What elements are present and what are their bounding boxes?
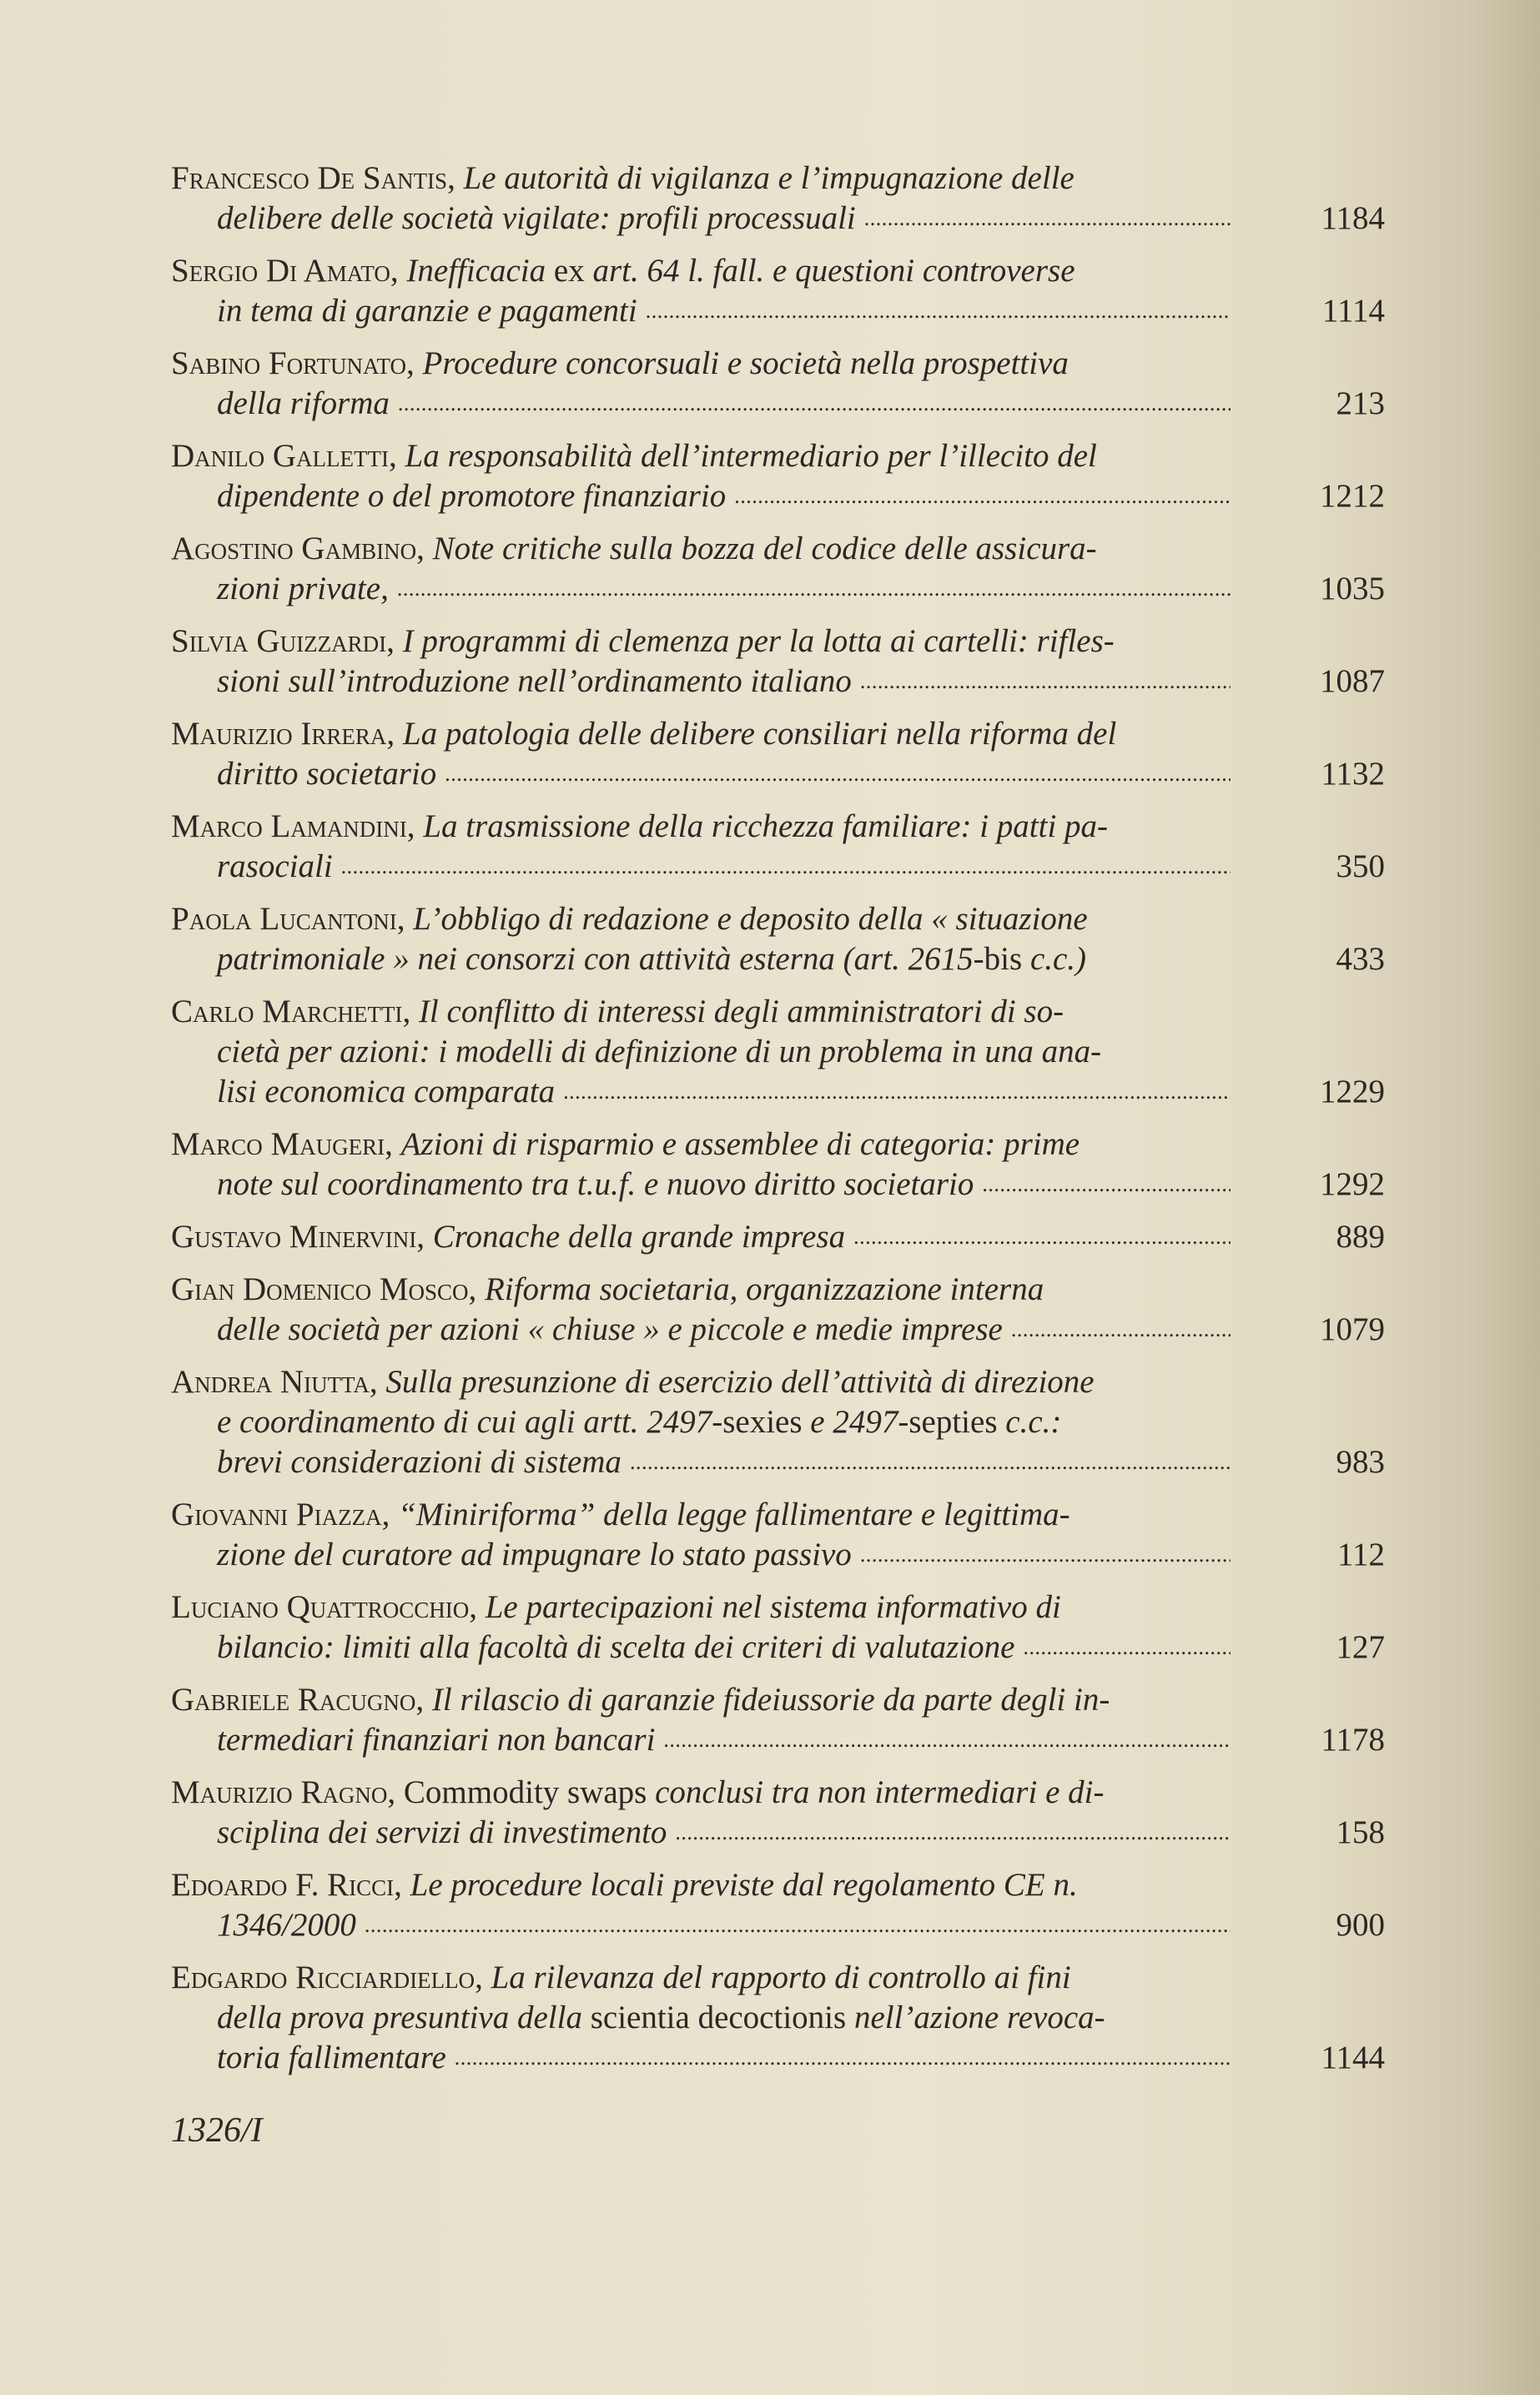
entry-text bbox=[217, 754, 436, 794]
table-of-contents bbox=[171, 158, 1389, 2091]
page-number: 1292 bbox=[1320, 1166, 1385, 1202]
author-name: Sergio Di Amato bbox=[171, 253, 390, 289]
page-number: 983 bbox=[1336, 1444, 1385, 1480]
page-number: 900 bbox=[1336, 1907, 1385, 1943]
toc-entry bbox=[171, 436, 1389, 516]
roman-text: , bbox=[406, 808, 424, 844]
toc-entry-line bbox=[171, 939, 1385, 979]
entry-text bbox=[171, 1680, 1110, 1720]
entry-text bbox=[171, 1587, 1061, 1628]
toc-entry-line bbox=[171, 251, 1230, 291]
page-number: 213 bbox=[1336, 385, 1385, 421]
toc-entry bbox=[171, 1865, 1389, 1945]
toc-entry-line bbox=[171, 1362, 1230, 1402]
dot-leader bbox=[630, 1442, 1230, 1482]
roman-text: , bbox=[390, 253, 407, 289]
toc-entry-line bbox=[171, 807, 1230, 847]
roman-text: , bbox=[469, 1589, 486, 1625]
article-title: note sul coordinamento tra t.u.f. e nuovo diritto societario bbox=[217, 1166, 974, 1202]
article-title: della prova presuntiva della bbox=[217, 2000, 591, 2035]
author-name: Marco Maugeri bbox=[171, 1126, 385, 1162]
page-number: 1212 bbox=[1320, 478, 1385, 514]
toc-entry-line bbox=[171, 1402, 1230, 1442]
toc-entry-line bbox=[171, 754, 1385, 794]
entry-text bbox=[217, 662, 852, 702]
author-name: Luciano Quattrocchio bbox=[171, 1589, 470, 1625]
dot-leader bbox=[365, 1905, 1230, 1945]
entry-text bbox=[171, 1362, 1095, 1402]
page-number-footer: 1326/I bbox=[171, 2111, 263, 2150]
roman-text: bis bbox=[984, 941, 1023, 977]
roman-text: ex bbox=[553, 253, 585, 289]
toc-entry-line bbox=[171, 384, 1385, 424]
roman-text: , bbox=[406, 345, 423, 381]
toc-entry-line bbox=[171, 1905, 1385, 1945]
toc-entry-line bbox=[171, 1720, 1385, 1760]
article-title: dipendente o del promotore finanziario bbox=[217, 478, 727, 514]
toc-entry-line bbox=[171, 1587, 1230, 1628]
author-name: Sabino Fortunato bbox=[171, 345, 407, 381]
dot-leader bbox=[853, 1217, 1230, 1257]
article-title: c.c.: bbox=[997, 1404, 1062, 1440]
page-number: 1132 bbox=[1321, 756, 1385, 792]
article-title: nell’azione revoca- bbox=[846, 2000, 1105, 2035]
page-number: 158 bbox=[1336, 1814, 1385, 1850]
article-title: sciplina dei servizi di investimento bbox=[217, 1814, 667, 1850]
entry-text bbox=[171, 1958, 1071, 1998]
entry-text bbox=[217, 1998, 1105, 2038]
roman-text: , bbox=[447, 160, 464, 196]
toc-entry-line bbox=[171, 476, 1385, 516]
page-number: 350 bbox=[1336, 848, 1385, 884]
roman-text: , bbox=[385, 1126, 401, 1162]
entry-text bbox=[217, 1310, 1003, 1350]
article-title: cietà per azioni: i modelli di definizione di un problema in una ana- bbox=[217, 1034, 1102, 1069]
page-number: 1144 bbox=[1321, 2040, 1385, 2075]
article-title: Procedure concorsuali e società nella prospettiva bbox=[422, 345, 1069, 381]
roman-text: , bbox=[415, 1682, 432, 1718]
toc-entry-line bbox=[171, 621, 1230, 662]
dot-leader bbox=[455, 2038, 1230, 2078]
article-title: La trasmissione della ricchezza familiare: i patti pa- bbox=[423, 808, 1109, 844]
toc-entry-line bbox=[171, 1998, 1230, 2038]
author-name: Agostino Gambino bbox=[171, 531, 417, 566]
article-title: toria fallimentare bbox=[217, 2040, 446, 2075]
entry-text bbox=[171, 992, 1064, 1032]
article-title: La patologia delle delibere consiliari nella riforma del bbox=[402, 716, 1117, 752]
toc-entry bbox=[171, 1362, 1389, 1482]
toc-entry-line bbox=[171, 714, 1230, 754]
article-title: Le partecipazioni nel sistema informativo di bbox=[485, 1589, 1061, 1625]
entry-text bbox=[217, 1442, 622, 1482]
entry-text bbox=[171, 1495, 1070, 1535]
roman-text: , bbox=[475, 1960, 491, 1995]
roman-text: scientia decoctionis bbox=[590, 2000, 847, 2035]
toc-entry bbox=[171, 344, 1389, 424]
entry-text bbox=[171, 1125, 1080, 1165]
entry-text bbox=[217, 384, 390, 424]
article-title: bilancio: limiti alla facoltà di scelta dei criteri di valutazione bbox=[217, 1629, 1015, 1665]
author-name: Marco Lamandini bbox=[171, 808, 407, 844]
article-title: diritto societario bbox=[217, 756, 437, 792]
article-title: Il conflitto di interessi degli amministratori di so- bbox=[418, 994, 1064, 1029]
entry-text bbox=[217, 199, 856, 239]
entry-text bbox=[171, 344, 1069, 384]
entry-text bbox=[217, 476, 726, 516]
entry-text bbox=[217, 569, 389, 609]
page-number: 1087 bbox=[1320, 663, 1385, 699]
article-title: La responsabilità dell’intermediario per l’illecito del bbox=[405, 438, 1097, 474]
entry-text bbox=[217, 1720, 655, 1760]
author-name: Maurizio Irrera bbox=[171, 716, 387, 752]
page-number: 1178 bbox=[1321, 1722, 1385, 1758]
roman-text: , bbox=[389, 438, 405, 474]
entry-text bbox=[217, 2038, 446, 2078]
article-title: conclusi tra non intermediari e di- bbox=[647, 1774, 1105, 1810]
entry-text bbox=[217, 291, 637, 331]
page-number: 1114 bbox=[1321, 293, 1385, 329]
entry-text bbox=[171, 158, 1074, 199]
author-name: Gustavo Minervini bbox=[171, 1219, 417, 1255]
toc-entry-line bbox=[171, 662, 1385, 702]
toc-entry bbox=[171, 1958, 1389, 2078]
toc-entry-line bbox=[171, 847, 1385, 887]
toc-entry-line bbox=[171, 344, 1230, 384]
author-name: Gabriele Racugno bbox=[171, 1682, 416, 1718]
toc-entry-line bbox=[171, 1442, 1385, 1482]
entry-text bbox=[171, 1270, 1044, 1310]
toc-entry-line bbox=[171, 1072, 1385, 1112]
toc-entry-line bbox=[171, 1125, 1230, 1165]
page-number: 889 bbox=[1336, 1219, 1385, 1255]
toc-entry-line bbox=[171, 1310, 1385, 1350]
entry-text bbox=[217, 847, 333, 887]
roman-text: septies bbox=[908, 1404, 998, 1440]
article-title: Azioni di risparmio e assemblee di categoria: prime bbox=[400, 1126, 1080, 1162]
entry-text bbox=[171, 807, 1108, 847]
author-name: Paola Lucantoni bbox=[171, 901, 397, 937]
entry-text bbox=[171, 436, 1097, 476]
roman-text: , bbox=[369, 1364, 386, 1400]
dot-leader bbox=[1011, 1310, 1230, 1350]
entry-text bbox=[171, 529, 1097, 569]
entry-text bbox=[217, 1165, 974, 1205]
toc-entry-line bbox=[171, 569, 1385, 609]
article-title: Cronache della grande impresa bbox=[432, 1219, 846, 1255]
toc-entry-line bbox=[171, 1773, 1230, 1813]
toc-entry-line bbox=[171, 529, 1230, 569]
toc-entry bbox=[171, 1773, 1389, 1853]
toc-entry-line bbox=[171, 1495, 1230, 1535]
toc-entry-line bbox=[171, 1165, 1385, 1205]
article-title: La rilevanza del rapporto di controllo ai fini bbox=[491, 1960, 1071, 1995]
author-name: Francesco De Santis bbox=[171, 160, 448, 196]
toc-entry-line bbox=[171, 992, 1230, 1032]
roman-text: , bbox=[416, 531, 433, 566]
entry-text bbox=[171, 1217, 845, 1257]
article-title: e 2497- bbox=[802, 1404, 909, 1440]
author-name: Andrea Niutta bbox=[171, 1364, 370, 1400]
article-title: della riforma bbox=[217, 385, 390, 421]
dot-leader bbox=[663, 1720, 1230, 1760]
entry-text bbox=[217, 1402, 1061, 1442]
article-title: zioni private, bbox=[217, 571, 389, 606]
page-number: 112 bbox=[1336, 1537, 1385, 1572]
page-number: 127 bbox=[1336, 1629, 1385, 1665]
toc-entry-line bbox=[171, 2038, 1385, 2078]
entry-text bbox=[217, 1032, 1101, 1072]
article-title: in tema di garanzie e pagamenti bbox=[217, 293, 637, 329]
entry-text bbox=[171, 714, 1116, 754]
roman-text: , bbox=[402, 994, 419, 1029]
article-title: art. 64 l. fall. e questioni controverse bbox=[584, 253, 1075, 289]
toc-entry bbox=[171, 992, 1389, 1112]
author-name: Maurizio Ragno bbox=[171, 1774, 388, 1810]
page-number: 1229 bbox=[1320, 1074, 1385, 1109]
page-number: 1079 bbox=[1320, 1311, 1385, 1347]
article-title: brevi considerazioni di sistema bbox=[217, 1444, 622, 1480]
article-title: Sulla presunzione di esercizio dell’attività di direzione bbox=[385, 1364, 1095, 1400]
toc-entry-line bbox=[171, 1680, 1230, 1720]
roman-text: , bbox=[416, 1219, 433, 1255]
toc-entry-line bbox=[171, 1032, 1230, 1072]
toc-entry bbox=[171, 158, 1389, 239]
article-title: termediari finanziari non bancari bbox=[217, 1722, 656, 1758]
entry-text bbox=[217, 1628, 1014, 1668]
toc-entry-line bbox=[171, 1958, 1230, 1998]
dot-leader bbox=[860, 662, 1230, 702]
author-name: Carlo Marchetti bbox=[171, 994, 403, 1029]
dot-leader bbox=[646, 291, 1230, 331]
article-title: Note critiche sulla bozza del codice delle assicura- bbox=[432, 531, 1097, 566]
toc-entry-line bbox=[171, 1270, 1230, 1310]
toc-entry bbox=[171, 1125, 1389, 1205]
toc-entry bbox=[171, 1270, 1389, 1350]
author-name: Silvia Guizzardi bbox=[171, 623, 387, 659]
article-title: zione del curatore ad impugnare lo stato passivo bbox=[217, 1537, 852, 1572]
roman-text: , bbox=[468, 1271, 486, 1307]
page-number: 433 bbox=[1336, 941, 1385, 977]
toc-entry bbox=[171, 1680, 1389, 1760]
entry-text bbox=[171, 899, 1088, 939]
roman-text: , bbox=[381, 1497, 399, 1532]
entry-text bbox=[171, 1865, 1078, 1905]
article-title: c.c.) bbox=[1022, 941, 1087, 977]
toc-entry-line bbox=[171, 291, 1385, 331]
roman-text: sexies bbox=[722, 1404, 803, 1440]
dot-leader bbox=[445, 754, 1230, 794]
toc-entry bbox=[171, 1495, 1389, 1575]
entry-text bbox=[171, 251, 1075, 291]
toc-entry-line bbox=[171, 158, 1230, 199]
dot-leader bbox=[1023, 1628, 1230, 1668]
entry-text bbox=[217, 1535, 852, 1575]
article-title: rasociali bbox=[217, 848, 333, 884]
toc-entry bbox=[171, 529, 1389, 609]
entry-text bbox=[217, 1905, 356, 1945]
dot-leader bbox=[398, 384, 1230, 424]
author-name: Giovanni Piazza bbox=[171, 1497, 382, 1532]
toc-entry-line bbox=[171, 899, 1230, 939]
toc-entry bbox=[171, 899, 1389, 979]
author-name: Gian Domenico Mosco bbox=[171, 1271, 469, 1307]
article-title: Le autorità di vigilanza e l’impugnazione delle bbox=[463, 160, 1074, 196]
roman-text: , bbox=[386, 716, 403, 752]
dot-leader bbox=[734, 476, 1230, 516]
entry-text bbox=[217, 1072, 555, 1112]
roman-text: , bbox=[394, 1867, 410, 1903]
toc-entry-line bbox=[171, 1217, 1385, 1257]
article-title: 1346/2000 bbox=[217, 1907, 356, 1943]
toc-entry bbox=[171, 251, 1389, 331]
article-title: delibere delle società vigilate: profili processuali bbox=[217, 200, 856, 236]
article-title: sioni sull’introduzione nell’ordinamento italiano bbox=[217, 663, 852, 699]
author-name: Danilo Galletti bbox=[171, 438, 390, 474]
article-title: delle società per azioni « chiuse » e piccole e medie imprese bbox=[217, 1311, 1003, 1347]
dot-leader bbox=[675, 1813, 1230, 1853]
toc-entry-line bbox=[171, 199, 1385, 239]
toc-entry-line bbox=[171, 1813, 1385, 1853]
article-title: e coordinamento di cui agli artt. 2497- bbox=[217, 1404, 723, 1440]
article-title: L’obbligo di redazione e deposito della « situazione bbox=[413, 901, 1088, 937]
roman-text: Commodity swaps bbox=[403, 1774, 647, 1810]
page-number: 1184 bbox=[1321, 200, 1385, 236]
entry-text bbox=[217, 939, 1086, 979]
author-name: Edgardo Ricciardiello bbox=[171, 1960, 476, 1995]
dot-leader bbox=[563, 1072, 1230, 1112]
article-title: I programmi di clemenza per la lotta ai cartelli: rifles- bbox=[402, 623, 1115, 659]
toc-entry-line bbox=[171, 436, 1230, 476]
toc-entry-line bbox=[171, 1865, 1230, 1905]
toc-entry-line bbox=[171, 1628, 1385, 1668]
article-title: “Miniriforma” della legge fallimentare e legittima- bbox=[398, 1497, 1070, 1532]
article-title: Riforma societaria, organizzazione interna bbox=[485, 1271, 1044, 1307]
entry-text bbox=[171, 621, 1115, 662]
article-title: Le procedure locali previste dal regolamento CE n. bbox=[410, 1867, 1078, 1903]
dot-leader bbox=[341, 847, 1230, 887]
roman-text: , bbox=[386, 623, 403, 659]
page-number: 1035 bbox=[1320, 571, 1385, 606]
article-title: Inefficacia bbox=[406, 253, 554, 289]
roman-text: , bbox=[396, 901, 414, 937]
dot-leader bbox=[864, 199, 1230, 239]
article-title: patrimoniale » nei consorzi con attività esterna (art. 2615- bbox=[217, 941, 984, 977]
author-name: Edoardo F. Ricci bbox=[171, 1867, 395, 1903]
toc-entry bbox=[171, 1587, 1389, 1668]
article-title: Il rilascio di garanzie fideiussorie da parte degli in- bbox=[431, 1682, 1110, 1718]
dot-leader bbox=[982, 1165, 1230, 1205]
toc-entry bbox=[171, 621, 1389, 702]
roman-text: , bbox=[387, 1774, 404, 1810]
toc-entry bbox=[171, 807, 1389, 887]
entry-text bbox=[217, 1813, 667, 1853]
dot-leader bbox=[860, 1535, 1230, 1575]
dot-leader bbox=[397, 569, 1230, 609]
toc-entry bbox=[171, 1217, 1389, 1257]
article-title: lisi economica comparata bbox=[217, 1074, 556, 1109]
toc-entry-line bbox=[171, 1535, 1385, 1575]
entry-text bbox=[171, 1773, 1104, 1813]
toc-entry bbox=[171, 714, 1389, 794]
